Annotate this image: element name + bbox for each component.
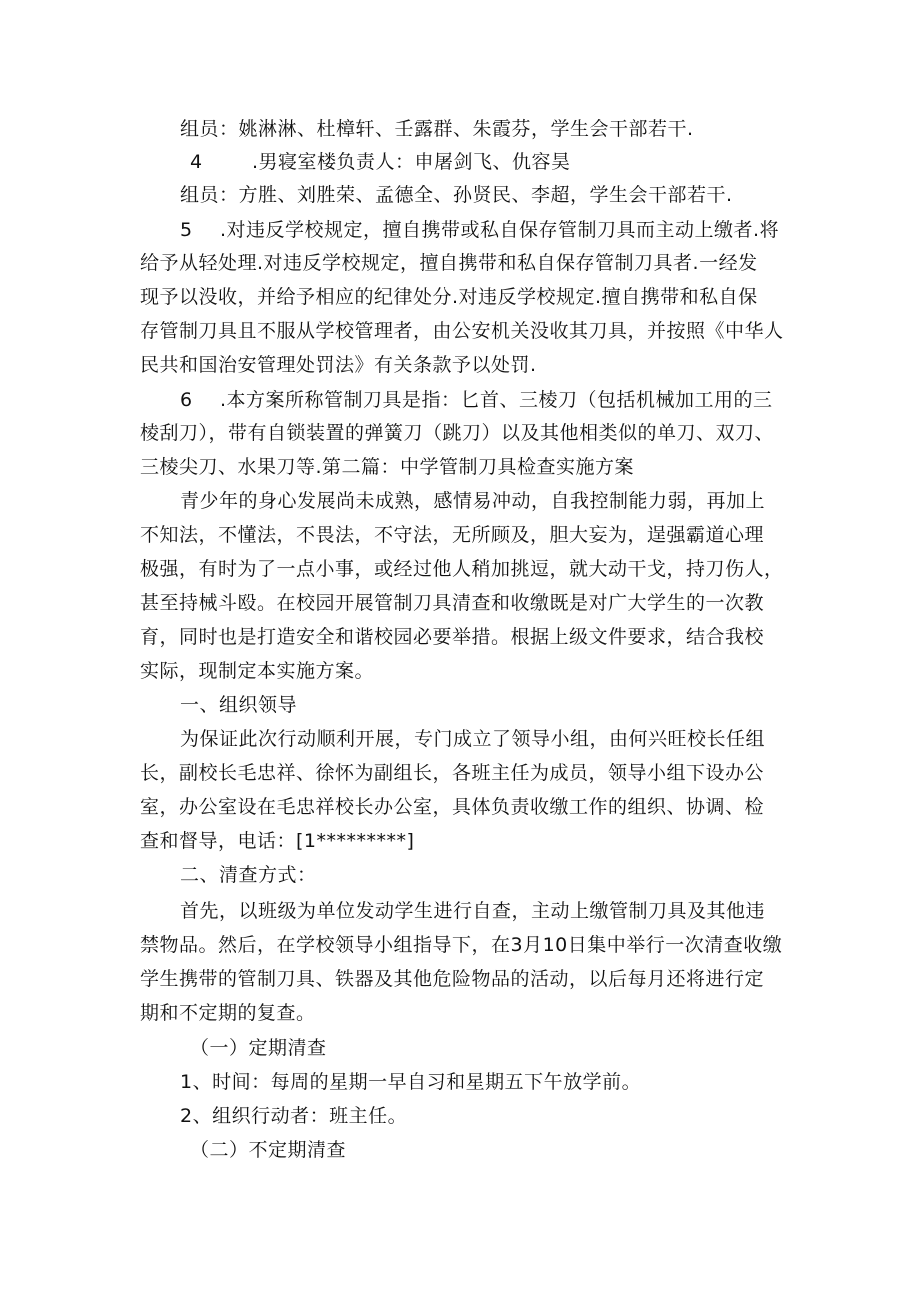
text-line: 禁物品。然后，在学校领导小组指导下，在3月10日集中举行一次清查收缴 xyxy=(140,934,783,956)
text-line: 民共和国治安管理处罚法》有关条款予以处罚. xyxy=(140,354,537,376)
list-item: 5 .对违反学校规定，擅自携带或私自保存管制刀具而主动上缴者.将 xyxy=(180,219,780,241)
phone-line: 查和督导，电话：[1*********] xyxy=(140,830,415,852)
text-line: 存管制刀具且不服从学校管理者，由公安机关没收其刀具，并按照《中华人 xyxy=(140,320,784,342)
paragraph-start: 青少年的身心发展尚未成熟，感情易冲动，自我控制能力弱，再加上 xyxy=(180,490,766,512)
text-line: 学生携带的管制刀具、铁器及其他危险物品的活动，以后每月还将进行定 xyxy=(140,968,765,990)
text-line: 极强，有时为了一点小事，或经过他人稍加挑逗，就大动干戈，持刀伤人， xyxy=(140,558,784,580)
text-line: 棱刮刀），带有自锁装置的弹簧刀（跳刀）以及其他相类似的单刀、双刀、 xyxy=(140,422,775,444)
text-line: 甚至持械斗殴。在校园开展管制刀具清查和收缴既是对广大学生的一次教 xyxy=(140,592,765,614)
text-line: 现予以没收，并给予相应的纪律处分.对违反学校规定.擅自携带和私自保 xyxy=(140,286,758,308)
list-item: 6 .本方案所称管制刀具是指：匕首、三棱刀（包括机械加工用的三 xyxy=(180,389,773,411)
text-line: 三棱尖刀、水果刀等.第二篇：中学管制刀具检查实施方案 xyxy=(140,456,635,478)
text-line: 室，办公室设在毛忠祥校长办公室，具体负责收缴工作的组织、协调、检 xyxy=(140,796,765,818)
text-line: 长，副校长毛忠祥、徐怀为副组长，各班主任为成员，领导小组下设办公 xyxy=(140,762,765,784)
section-heading: 二、清查方式： xyxy=(180,864,317,886)
text-line: 期和不定期的复查。 xyxy=(140,1002,316,1024)
text-line: 组员：姚淋淋、杜樟轩、壬露群、朱霞芬，学生会干部若干. xyxy=(180,118,694,140)
paragraph-start: 首先，以班级为单位发动学生进行自查，主动上缴管制刀具及其他违 xyxy=(180,900,766,922)
list-item: 1、时间：每周的星期一早自习和星期五下午放学前。 xyxy=(180,1071,642,1093)
subsection-heading: （二）不定期清查 xyxy=(190,1139,347,1161)
text-line: 育，同时也是打造安全和谐校园必要举措。根据上级文件要求，结合我校 xyxy=(140,626,765,648)
text-line: 组员：方胜、刘胜荣、孟德全、孙贤民、李超，学生会干部若干. xyxy=(180,184,733,206)
subsection-heading: （一）定期清查 xyxy=(190,1037,327,1059)
text-line: 实际，现制定本实施方案。 xyxy=(140,660,375,682)
paragraph-start: 为保证此次行动顺利开展，专门成立了领导小组，由何兴旺校长任组 xyxy=(180,728,766,750)
section-heading: 一、组织领导 xyxy=(180,694,298,716)
list-item: 2、组织行动者：班主任。 xyxy=(180,1105,408,1127)
text-line: 给予从轻处理.对违反学校规定，擅自携带和私自保存管制刀具者.一经发 xyxy=(140,252,758,274)
text-line: 不知法，不懂法，不畏法，不守法，无所顾及，胆大妄为，逞强霸道心理 xyxy=(140,524,765,546)
list-item: 4 .男寝室楼负责人：申屠剑飞、仇容昊 xyxy=(190,151,571,173)
